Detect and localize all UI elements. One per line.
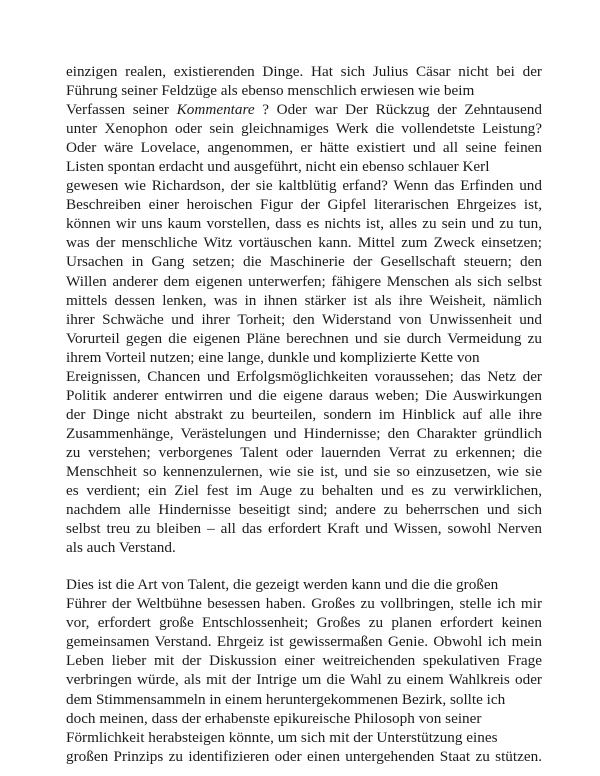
text-line: großen Prinzips zu identifizieren oder einen untergehenden Staat zu stützen.: [66, 747, 542, 765]
text-line: Dies ist die Art von Talent, die gezeigt werden kann und die die großen: [66, 576, 499, 594]
text-line: mittels dessen lenken, was in ihnen stärker ist als ihre Weisheit, nämlich: [66, 291, 542, 309]
paragraph: [66, 575, 542, 765]
text-line: Ereignissen, Chancen und Erfolgsmöglichkeiten voraussehen; das Netz der: [66, 367, 542, 385]
text-line: es verdient; ein Ziel fest im Auge zu behalten und es zu verwirklichen,: [66, 482, 542, 500]
text-line: Führung seiner Feldzüge als ebenso menschlich erwiesen wie beim: [66, 82, 475, 100]
text-line: gemeinsamen Verstand. Ehrgeiz ist gewissermaßen Genie. Obwohl ich mein: [66, 633, 542, 651]
text-line: doch meinen, dass der erhabenste epikureische Philosoph von seiner: [66, 709, 482, 727]
text-line: einzigen realen, existierenden Dinge. Hat sich Julius Cäsar nicht bei der: [66, 63, 542, 80]
text-line: Leben lieber mit der Diskussion einer weitreichenden spekulativen Frage: [66, 652, 542, 670]
text-line: Führer der Weltbühne besessen haben. Großes zu vollbringen, stelle ich mir: [66, 595, 542, 613]
text-line: zu verstehen; verborgenes Talent oder lauernden Verrat zu erkennen; die: [66, 443, 542, 461]
text-line: vor, erfordert große Entschlossenheit; Großes zu planen erfordert keinen: [66, 614, 542, 632]
text-line: Listen spontan erdacht und ausgeführt, nicht ein ebenso schlauer Kerl: [66, 158, 490, 176]
text-line: Willen anderer dem eigenen unterwerfen; fähigere Menschen als sich selbst: [66, 272, 542, 290]
text-line: Oder wäre Lovelace, angenommen, er hätte existiert und all seine feinen: [66, 139, 542, 157]
text-line: ihrem Vorteil nutzen; eine lange, dunkle und komplizierte Kette von: [66, 348, 480, 366]
work-title: Kommentare: [176, 101, 255, 119]
paragraph: [66, 62, 542, 557]
text-segment: Verfassen seiner: [66, 101, 177, 119]
text-segment: ? Oder war Der Rückzug der Zehntausend: [254, 101, 542, 119]
text-line: nachdem alle Hindernisse beseitigt sind; andere zu beherrschen und sich: [66, 501, 542, 519]
document-page: [66, 62, 542, 766]
text-line: was der menschliche Witz vortäuschen kann. Mittel zum Zweck einsetzen;: [66, 234, 542, 252]
text-line: Politik anderer entwirren und die eigene daraus weben; Die Auswirkungen: [66, 386, 542, 404]
text-line: Ursachen in Gang setzen; die Maschinerie der Gesellschaft steuern; den: [66, 253, 542, 271]
text-line: [66, 100, 542, 119]
text-line: können wir uns kaum vorstellen, dass es nichts ist, alles zu sein und zu tun,: [66, 215, 542, 233]
text-line: Beschreiben einer heroischen Figur der Gipfel literarischen Ehrgeizes ist,: [66, 196, 542, 214]
text-line: Förmlichkeit herabsteigen könnte, um sich mit der Unterstützung eines: [66, 728, 498, 746]
text-line: Vorurteil gegen die eigenen Pläne berechnen und sie durch Vermeidung zu: [66, 329, 542, 347]
text-line: unter Xenophon oder sein gleichnamiges Werk die vollendetste Leistung?: [66, 120, 542, 138]
text-line: der Dinge nicht abstrakt zu beurteilen, sondern im Hinblick auf alle ihre: [66, 405, 542, 423]
text-line: ihrer Schwäche und ihrer Torheit; den Widerstand von Unwissenheit und: [66, 310, 542, 328]
text-line: gewesen wie Richardson, der sie kaltblütig erfand? Wenn das Erfinden und: [66, 177, 542, 195]
text-line: dem Stimmensammeln in einem heruntergekommenen Bezirk, sollte ich: [66, 690, 506, 708]
text-line: Menschheit so kennenzulernen, wie sie ist, und sie so einzusetzen, wie sie: [66, 462, 542, 480]
text-line: Zusammenhänge, Verästelungen und Hindernisse; den Charakter gründlich: [66, 424, 542, 442]
text-line: selbst treu zu bleiben – all das erfordert Kraft und Wissen, sowohl Nerven: [66, 520, 542, 538]
text-line: als auch Verstand.: [66, 539, 176, 557]
text-line: verbringen würde, als mit der Intrige um die Wahl zu einem Wahlkreis oder: [66, 671, 542, 689]
